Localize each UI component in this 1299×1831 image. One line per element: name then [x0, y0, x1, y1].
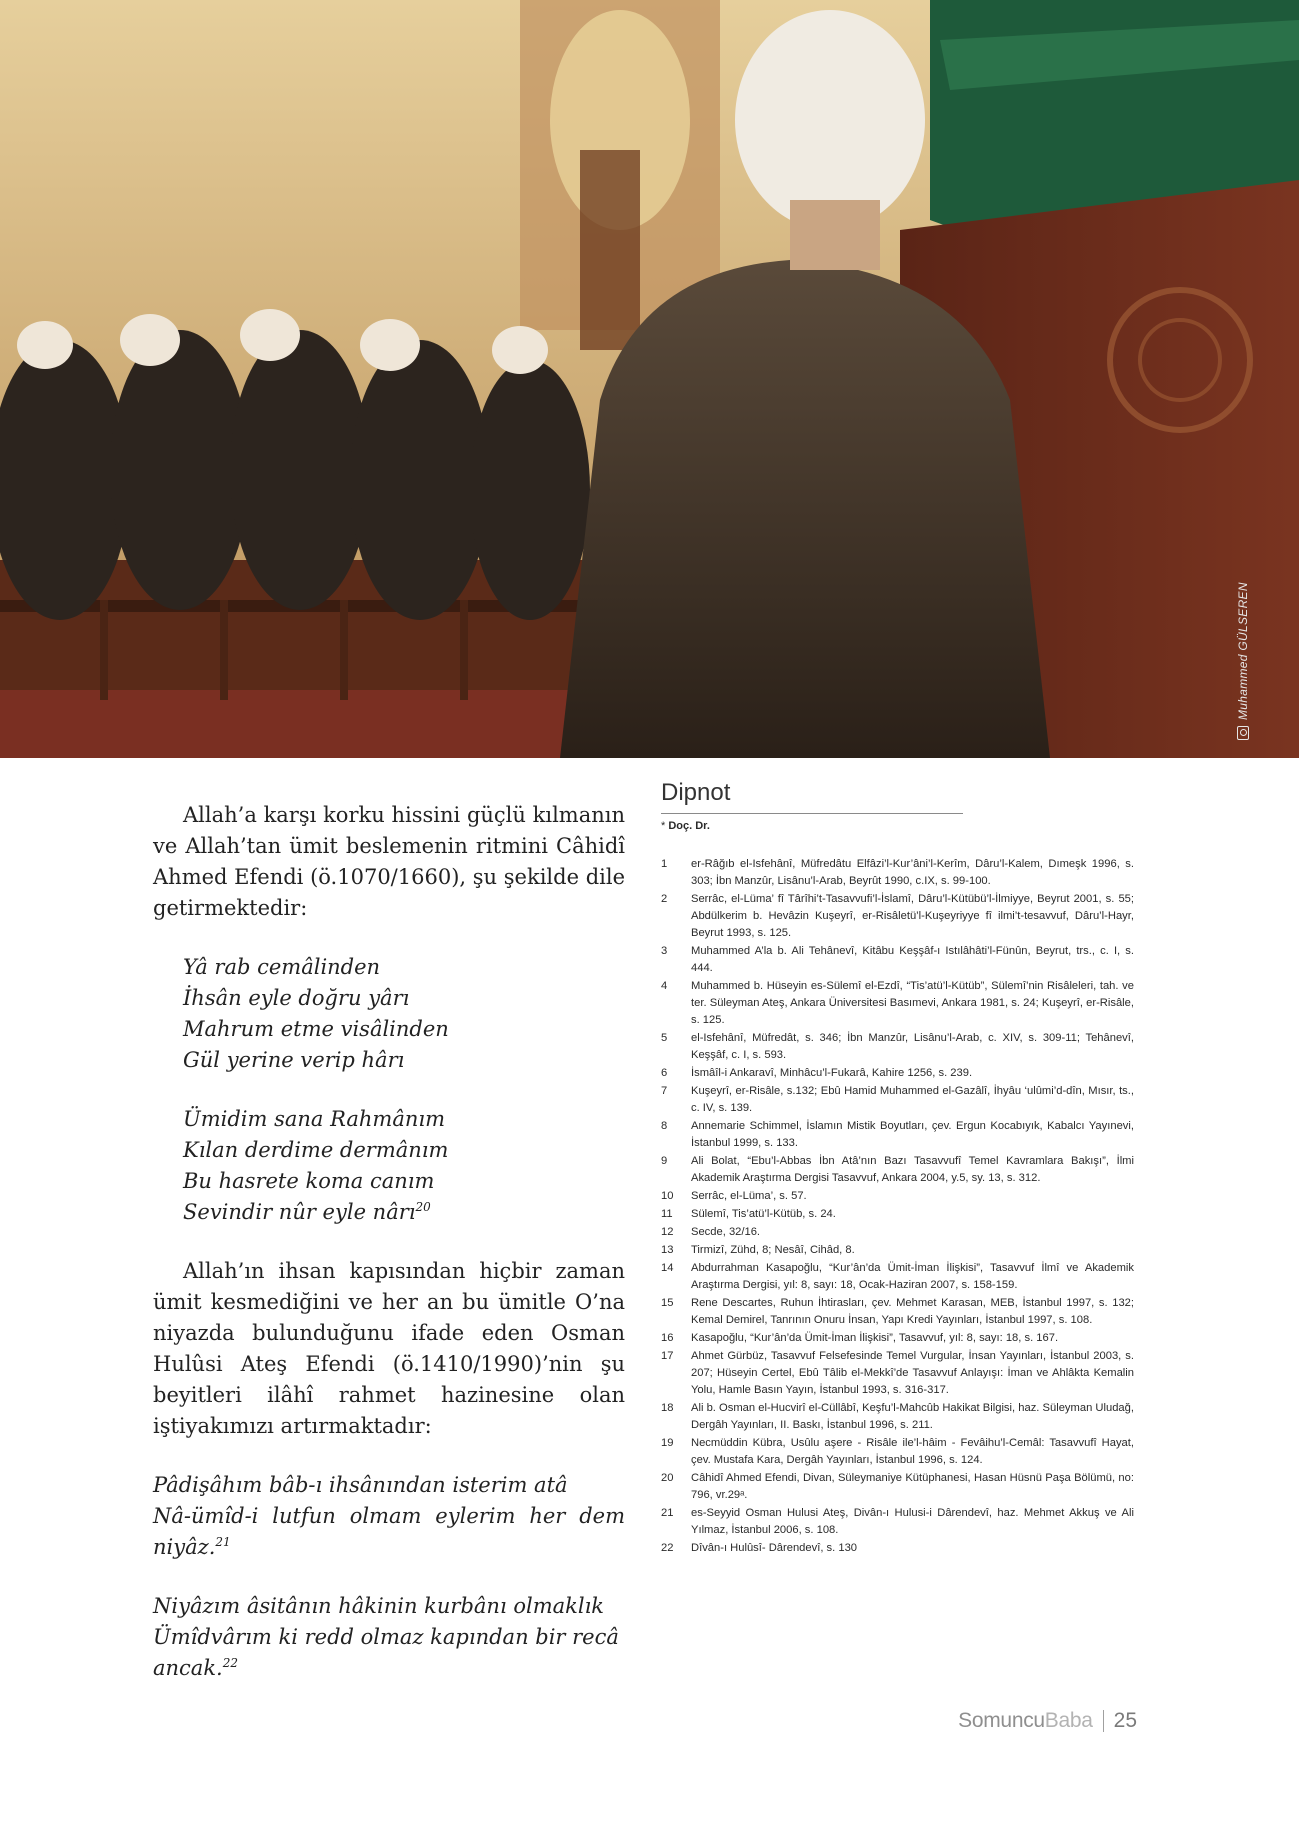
footnote-text: Muhammed b. Hüseyin es-Sülemî el-Ezdî, “Tis’atü’l-Kütüb”, Sülemî’nin Risâleleri, tah. ve ter. Süleyman Ateş, Ankara Üniversitesi Basımevi, Ankara 1981, s. 24; Kuşeyrî, er-Risâle, s. 125. [691, 980, 1134, 1026]
footnote-text: Ali Bolat, “Ebu’l-Abbas İbn Atâ’nın Bazı Tasavvufî Temel Kavramlara Bakışı”, İlmi Akademik Araştırma Dergisi Tasavvuf, Ankara 2004, y.5, sy. 13, s. 312. [691, 1155, 1134, 1184]
camera-icon [1237, 726, 1249, 740]
footnote-text: Kuşeyrî, er-Risâle, s.132; Ebû Hamid Muhammed el-Gazâlî, İhyâu ‘ulûmi’d-dîn, Mısır, ts., c. IV, s. 139. [691, 1085, 1134, 1114]
footnote-text: Serrâc, el-Lüma’ fî Târîhi’t-Tasavvufi’l-İslamî, Dâru’l-Kütübü’l-İlmiyye, Beyrut 2001, s. 55; Abdülkerim b. Hevâzin Kuşeyrî, er-Risâletü’l-Kuşeyriyye fî ilmi’t-tesavvuf, Dâru’l-Hayr, Beyrut 1993, s. 125. [691, 893, 1134, 939]
footnote-item [661, 1188, 1134, 1205]
footnote-number: 12 [661, 1226, 674, 1238]
footnote-item [661, 1065, 1134, 1082]
footnote-text: es-Seyyid Osman Hulusi Ateş, Divân-ı Hulusi-i Dârendevî, haz. Mehmet Akkuş ve Ali Yılmaz, İstanbul 2006, s. 108. [691, 1507, 1134, 1536]
footnote-number: 13 [661, 1244, 674, 1256]
footnote-item [661, 891, 1134, 942]
footnote-number: 3 [661, 945, 668, 957]
poem-line: Gül yerine verip hârı [183, 1048, 405, 1072]
poem-line: Sevindir nûr eyle nârı$^{20}$ [183, 1200, 431, 1224]
footnote-ref[interactable]: 21 [215, 1535, 231, 1549]
footnote-text: Abdurrahman Kasapoğlu, “Kur’ân’da Ümit-İman İlişkisi”, Tasavvuf İlmî ve Akademik Araştırma Dergisi, yıl: 8, sayı: 18, Ocak-Haziran 2007, s. 158-159. [691, 1262, 1134, 1291]
footnote-item [661, 1224, 1134, 1241]
footnote-text: Tirmizî, Zühd, 8; Nesâî, Cihâd, 8. [691, 1244, 855, 1256]
footnote-text: Serrâc, el-Lüma’, s. 57. [691, 1190, 807, 1202]
poem-line: Bu hasrete koma canım [183, 1169, 435, 1193]
footnote-number: 21 [661, 1507, 674, 1519]
footnote-item [661, 1400, 1134, 1434]
footnote-text: Necmüddin Kübra, Usûlu aşere - Risâle ile’l-hâim - Fevâihu’l-Cemâl: Tasavvufî Hayat, çev. Mustafa Kara, Dergâh Yayınları, İstanbul 1996, s. 124. [691, 1437, 1134, 1466]
footnote-number: 5 [661, 1032, 668, 1044]
footnote-text: Sülemî, Tis’atü’l-Kütüb, s. 24. [691, 1208, 836, 1220]
footnote-ref[interactable]: 22 [222, 1656, 239, 1670]
poem-line: Yâ rab cemâlinden [183, 955, 381, 979]
footnote-item [661, 978, 1134, 1029]
footnote-item [661, 1030, 1134, 1064]
footnote-number: 16 [661, 1332, 674, 1344]
couplet-line: Nâ-ümîd-i lutfun olmam eylerim her dem [153, 1504, 625, 1528]
footnote-number: 20 [661, 1472, 674, 1484]
footnote-text: Câhidî Ahmed Efendi, Divan, Süleymaniye Kütüphanesi, Hasan Hüsnü Paşa Bölümü, no: 796, vr.29ᵃ. [691, 1472, 1134, 1501]
couplet-1 [153, 1470, 625, 1563]
footnote-ref[interactable]: 20 [415, 1200, 431, 1214]
intro-paragraph: Allah’a karşı korku hissini güçlü kılmanın ve Allah’tan ümit beslemenin ritmini Câhidî Ahmed Efendi (ö.1070/1660), şu şekilde dile getirmektedir: [153, 803, 625, 920]
footnote-item [661, 1505, 1134, 1539]
footnote-text: Ahmet Gürbüz, Tasavvuf Felsefesinde Temel Vurgular, İnsan Yayınları, İstanbul 2003, s. 207; Hüseyin Certel, Ebû Tâlib el-Mekkî’de Tasavvuf Anlayışı: İman ve Ahlâkta Kemalin Yolu, Hamle Basın Yayın, İstanbul 1993, s. 316-317. [691, 1350, 1134, 1396]
poem-line: Mahrum etme visâlinden [183, 1017, 449, 1041]
footnote-number: 14 [661, 1262, 674, 1274]
photo-credit [1232, 570, 1254, 740]
footnotes-section [661, 779, 1134, 1558]
footnote-text: Dîvân-ı Hulûsî- Dârendevî, s. 130 [691, 1542, 858, 1554]
couplet-line: Ümîdvârım ki redd olmaz kapından bir recâ ancak.$^{22}$ [153, 1625, 619, 1680]
footnote-item [661, 1540, 1134, 1557]
footnote-text: İsmâîl-i Ankaravî, Minhâcu’l-Fukarâ, Kahire 1256, s. 239. [691, 1067, 973, 1079]
footnote-item [661, 856, 1134, 890]
footnote-number: 10 [661, 1190, 674, 1202]
poem-line: Kılan derdime dermânım [183, 1138, 449, 1162]
couplet-line: niyâz.$^{21}$ [153, 1535, 231, 1559]
poem-cahidi [183, 952, 625, 1228]
couplet-line: Pâdişâhım bâb-ı ihsânından isterim atâ [153, 1473, 568, 1497]
footnote-item [661, 1206, 1134, 1223]
footnote-text: Muhammed A’la b. Ali Tehânevî, Kitâbu Keşşâf-ı Istılâhâti’l-Fünûn, Beyrut, trs., c. I, s. 444. [691, 945, 1134, 974]
footnote-item [661, 1260, 1134, 1294]
footnote-item [661, 1153, 1134, 1187]
footnote-text: Annemarie Schimmel, İslamın Mistik Boyutları, çev. Ergun Kocabıyık, Kabalcı Yayınevi, İstanbul 1999, s. 133. [691, 1120, 1134, 1149]
footnote-number: 15 [661, 1297, 674, 1309]
footnote-number: 19 [661, 1437, 674, 1449]
footnote-number: 8 [661, 1120, 668, 1132]
page-number: 25 [1113, 1709, 1137, 1732]
author-note: * Doç. Dr. [661, 820, 710, 832]
footnote-number: 18 [661, 1402, 674, 1414]
footnote-number: 9 [661, 1155, 668, 1167]
footnote-text: el-Isfehânî, Müfredât, s. 346; İbn Manzûr, Lisânu’l-Arab, c. XIV, s. 309-11; Tehânevî, Keşşâf, c. I, s. 593. [691, 1032, 1134, 1061]
footnote-item [661, 1470, 1134, 1504]
footnote-item [661, 1295, 1134, 1329]
footnote-number: 2 [661, 893, 668, 905]
footnote-number: 17 [661, 1350, 674, 1362]
article-body [153, 800, 625, 1684]
footnote-text: Rene Descartes, Ruhun İhtirasları, çev. Mehmet Karasan, MEB, İstanbul 1997, s. 132; Kemal Demirel, Tanrının Onuru İnsan, Yapı Kredi Yayınları, İstanbul 1997, s. 108. [691, 1297, 1134, 1326]
footnote-item [661, 1083, 1134, 1117]
header-photo [0, 0, 1299, 758]
second-paragraph: Allah’ın ihsan kapısından hiçbir zaman ümit kesmediğini ve her an bu ümitle O’na niyazda bulunduğunu ifade eden Osman Hulûsi Ateş Efendi (ö.1410/1990)’nin şu beyitleri ilâhî rahmet hazinesine olan iştiyakımızı artırmaktadır: [153, 1259, 625, 1438]
footnotes-heading: Dipnot [661, 779, 963, 814]
footnote-number: 22 [661, 1542, 674, 1554]
photo-illustration [0, 0, 1299, 758]
footnote-number: 6 [661, 1067, 668, 1079]
couplet-2 [153, 1591, 625, 1684]
footnote-item [661, 1118, 1134, 1152]
footer-divider [1103, 1710, 1104, 1732]
footnote-item [661, 1435, 1134, 1469]
poem-line: İhsân eyle doğru yârı [183, 986, 410, 1010]
page-footer [953, 1706, 1137, 1736]
footnote-number: 7 [661, 1085, 668, 1097]
footnote-item [661, 1348, 1134, 1399]
magazine-name: SomuncuBaba [958, 1709, 1093, 1732]
footnote-text: Ali b. Osman el-Hucvirî el-Cüllâbî, Keşfu’l-Mahcûb Hakikat Bilgisi, haz. Süleyman Uludağ, Dergâh Yayınları, II. Baskı, İstanbul 1996, s. 211. [691, 1402, 1134, 1431]
footnote-text: Secde, 32/16. [691, 1226, 761, 1238]
footnote-text: Kasapoğlu, “Kur’ân’da Ümit-İman İlişkisi”, Tasavvuf, yıl: 8, sayı: 18, s. 167. [691, 1332, 1059, 1344]
footnote-text: er-Râğıb el-Isfehânî, Müfredâtu Elfâzi’l-Kur’âni’l-Kerîm, Dâru’l-Kalem, Dımeşk 1996, s. 303; İbn Manzûr, Lisânu’l-Arab, Beyrût 1990, c.IX, s. 99-100. [691, 858, 1134, 887]
photo-credit-name: Muhammed GÜLSEREN [1236, 582, 1250, 720]
couplet-line: Niyâzım âsitânın hâkinin kurbânı olmaklık [153, 1594, 605, 1618]
footnote-number: 1 [661, 858, 668, 870]
footnote-item [661, 943, 1134, 977]
footnote-number: 11 [661, 1208, 673, 1220]
footnote-item [661, 1330, 1134, 1347]
footnote-item [661, 1242, 1134, 1259]
footnote-number: 4 [661, 980, 668, 992]
poem-line: Ümidim sana Rahmânım [183, 1107, 446, 1131]
footnote-list [661, 856, 1134, 1557]
